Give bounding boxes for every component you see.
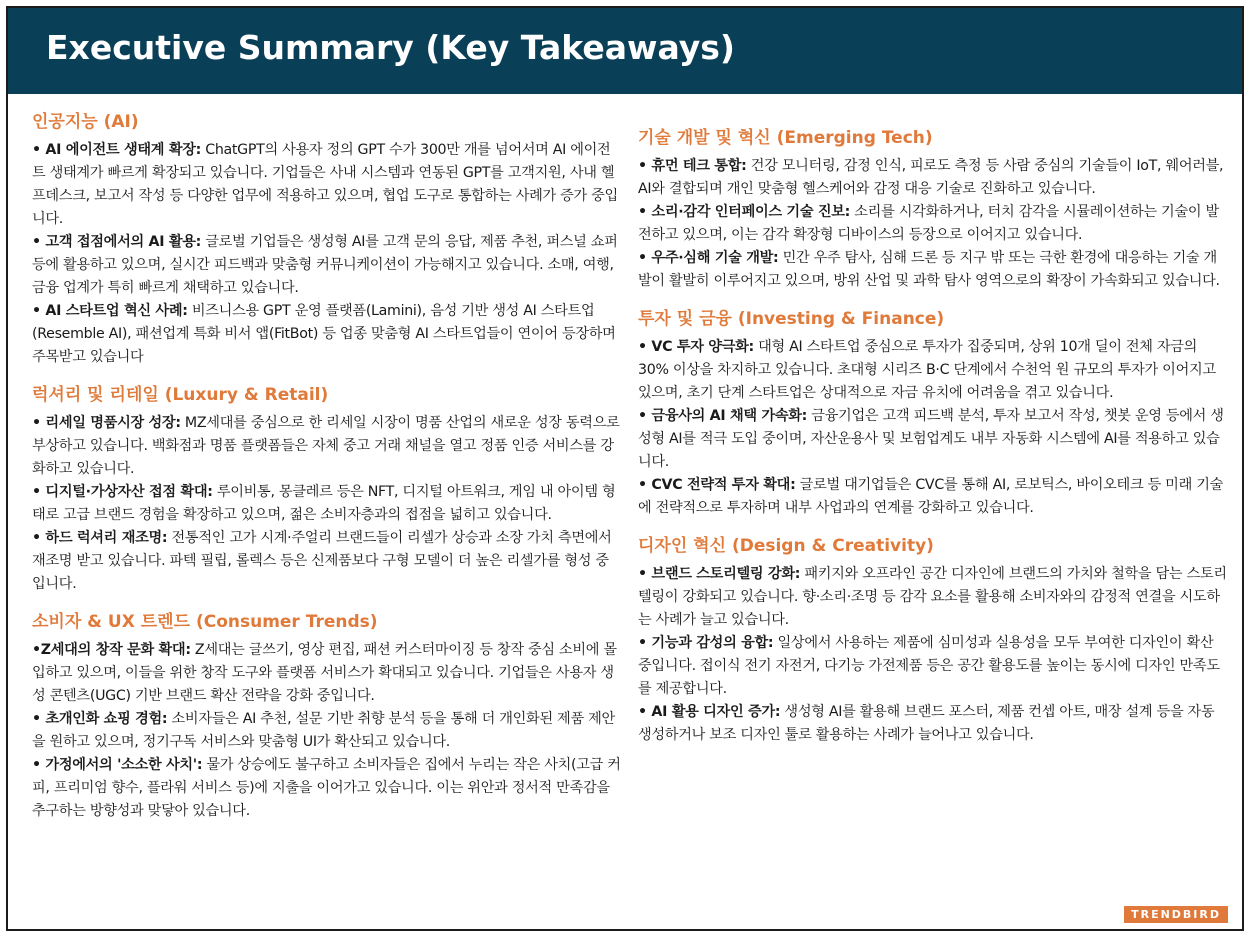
bullet-item bbox=[32, 527, 622, 596]
bullet-item bbox=[32, 412, 622, 481]
section-ai bbox=[32, 110, 622, 369]
bullet-label: • AI 에이전트 생태계 확장: bbox=[32, 142, 202, 158]
bullet-text: ChatGPT의 사용자 정의 GPT 수가 300만 개를 넘어서며 AI 에이전트 생태계가 빠르게 확장되고 있습니다. 기업들은 사내 시스템과 연동된 GPT를 고객지원, 사내 헬프데스크, 보고서 작성 등 다양한 업무에 적용하고 있으며, 협업 도구로 통합하는 사례가 증가 중입니다. bbox=[32, 142, 618, 227]
bullet-label: • 리세일 명품시장 성장: bbox=[32, 415, 181, 431]
section-consumer-trends bbox=[32, 610, 622, 823]
section-heading: 디자인 혁신 (Design & Creativity) bbox=[638, 536, 934, 556]
bullet-text: 금융기업은 고객 피드백 분석, 투자 보고서 작성, 챗봇 운영 등에서 생성형 AI를 적극 도입 중이며, 자산운용사 및 보험업계도 내부 자동화 시스템에 AI를 적용하고 있습니다. bbox=[638, 408, 1224, 470]
bullet-label: • 디지털·가상자산 접점 확대: bbox=[32, 484, 213, 500]
bullet-label: • 하드 럭셔리 재조명: bbox=[32, 530, 168, 546]
bullet-label: • 소리·감각 인터페이스 기술 진보: bbox=[638, 204, 851, 220]
section-heading: 럭셔리 및 리테일 (Luxury & Retail) bbox=[32, 385, 329, 405]
bullet-item bbox=[32, 300, 622, 369]
section-heading: 투자 및 금융 (Investing & Finance) bbox=[638, 309, 945, 329]
bullet-text: MZ세대를 중심으로 한 리세일 시장이 명품 산업의 새로운 성장 동력으로 부상하고 있습니다. 백화점과 명품 플랫폼들은 자체 중고 거래 채널을 열고 정품 인증 서비스를 강화하고 있습니다. bbox=[32, 415, 620, 477]
bullet-item bbox=[638, 701, 1228, 747]
bullet-item bbox=[638, 405, 1228, 474]
bullet-item bbox=[638, 247, 1228, 293]
bullet-text: 소비자들은 AI 추천, 설문 기반 취향 분석 등을 통해 더 개인화된 제품 제안을 원하고 있으며, 정기구독 서비스와 맞춤형 UI가 확산되고 있습니다. bbox=[32, 711, 615, 750]
bullet-item bbox=[638, 155, 1228, 201]
bullet-label: • AI 활용 디자인 증가: bbox=[638, 704, 781, 720]
section-emerging-tech bbox=[638, 126, 1228, 293]
bullet-text: 글로벌 기업들은 생성형 AI를 고객 문의 응답, 제품 추천, 퍼스널 쇼퍼 등에 활용하고 있으며, 실시간 피드백과 맞춤형 커뮤니케이션이 가능해지고 있습니다. 소매, 여행, 금융 업계가 특히 빠르게 채택하고 있습니다. bbox=[32, 234, 618, 296]
bullet-label: • 휴먼 테크 통합: bbox=[638, 158, 747, 174]
bullet-text: 비즈니스용 GPT 운영 플랫폼(Lamini), 음성 기반 생성 AI 스타트업(Resemble AI), 패션업계 특화 비서 앱(FitBot) 등 업종 맞춤형 AI 스타트업들이 연이어 등장하며 주목받고 있습니다 bbox=[32, 303, 616, 365]
bullet-text: 일상에서 사용하는 제품에 심미성과 실용성을 모두 부여한 디자인이 확산 중입니다. 접이식 전기 자전거, 다기능 가전제품 등은 공간 활용도를 높이는 동시에 디자인 만족도를 제공합니다. bbox=[638, 635, 1220, 697]
bullet-item bbox=[638, 563, 1228, 632]
bullet-label: • 초개인화 쇼핑 경험: bbox=[32, 711, 168, 727]
bullet-item bbox=[638, 474, 1228, 520]
bullet-item bbox=[638, 336, 1228, 405]
section-heading: 인공지능 (AI) bbox=[32, 112, 139, 132]
section-luxury-retail bbox=[32, 383, 622, 596]
bullet-item bbox=[32, 481, 622, 527]
right-column bbox=[638, 126, 1228, 761]
bullet-item bbox=[32, 754, 622, 823]
bullet-text: 민간 우주 탐사, 심해 드론 등 지구 밖 또는 극한 환경에 대응하는 기술 개발이 활발히 이루어지고 있으며, 방위 산업 및 과학 탐사 영역으로의 확장이 가속화되고 있습니다. bbox=[638, 250, 1220, 289]
bullet-label: • 금융사의 AI 채택 가속화: bbox=[638, 408, 808, 424]
bullet-item bbox=[32, 639, 622, 708]
bullet-label: • 기능과 감성의 융합: bbox=[638, 635, 774, 651]
bullet-label: • 브랜드 스토리텔링 강화: bbox=[638, 566, 801, 582]
bullet-item bbox=[32, 231, 622, 300]
bullet-text: 소리를 시각화하거나, 터치 감각을 시뮬레이션하는 기술이 발전하고 있으며, 이는 감각 확장형 디바이스의 등장으로 이어지고 있습니다. bbox=[638, 204, 1219, 243]
section-investing-finance bbox=[638, 307, 1228, 520]
section-heading: 소비자 & UX 트렌드 (Consumer Trends) bbox=[32, 612, 378, 632]
bullet-label: • 고객 접점에서의 AI 활용: bbox=[32, 234, 202, 250]
bullet-text: 패키지와 오프라인 공간 디자인에 브랜드의 가치와 철학을 담는 스토리텔링이 강화되고 있습니다. 향·소리·조명 등 감각 요소를 활용해 소비자와의 감정적 연결을 시도하는 사례가 늘고 있습니다. bbox=[638, 566, 1227, 628]
bullet-text: 생성형 AI를 활용해 브랜드 포스터, 제품 컨셉 아트, 매장 설계 등을 자동 생성하거나 보조 디자인 툴로 활용하는 사례가 늘어나고 있습니다. bbox=[638, 704, 1215, 743]
bullet-text: 전통적인 고가 시계·주얼리 브랜드들이 리셀가 상승과 소장 가치 측면에서 재조명 받고 있습니다. 파텍 필립, 롤렉스 등은 신제품보다 구형 모델이 더 높은 리셀가를 형성 중입니다. bbox=[32, 530, 612, 592]
bullet-label: • AI 스타트업 혁신 사례: bbox=[32, 303, 188, 319]
bullet-item bbox=[638, 632, 1228, 701]
bullet-item bbox=[638, 201, 1228, 247]
bullet-item bbox=[32, 708, 622, 754]
bullet-label: • 우주·심해 기술 개발: bbox=[638, 250, 779, 266]
bullet-text: Z세대는 글쓰기, 영상 편집, 패션 커스터마이징 등 창작 중심 소비에 몰입하고 있으며, 이들을 위한 창작 도구와 플랫폼 서비스가 확대되고 있습니다. 기업들은 사용자 생성 콘텐츠(UGC) 기반 브랜드 확산 전략을 강화 중입니다. bbox=[32, 642, 617, 704]
bullet-label: •Z세대의 창작 문화 확대: bbox=[32, 642, 191, 658]
header-bar bbox=[8, 8, 1242, 94]
section-heading: 기술 개발 및 혁신 (Emerging Tech) bbox=[638, 128, 933, 148]
slide bbox=[6, 6, 1244, 931]
left-column bbox=[32, 110, 622, 837]
page-title: Executive Summary (Key Takeaways) bbox=[46, 28, 735, 67]
bullet-text: 루이비통, 몽클레르 등은 NFT, 디지털 아트워크, 게임 내 아이템 형태로 고급 브랜드 경험을 확장하고 있으며, 젊은 소비자층과의 접점을 넓히고 있습니다. bbox=[32, 484, 616, 523]
brand-logo: TRENDBIRD bbox=[1124, 906, 1228, 923]
bullet-label: • VC 투자 양극화: bbox=[638, 339, 754, 355]
section-design-creativity bbox=[638, 534, 1228, 747]
bullet-label: • CVC 전략적 투자 확대: bbox=[638, 477, 796, 493]
bullet-item bbox=[32, 139, 622, 231]
bullet-label: • 가정에서의 '소소한 사치': bbox=[32, 757, 203, 773]
bullet-text: 물가 상승에도 불구하고 소비자들은 집에서 누리는 작은 사치(고급 커피, 프리미엄 향수, 플라워 서비스 등)에 지출을 이어가고 있습니다. 이는 위안과 정서적 만족감을 추구하는 방향성과 맞닿아 있습니다. bbox=[32, 757, 621, 819]
bullet-text: 대형 AI 스타트업 중심으로 투자가 집중되며, 상위 10개 딜이 전체 자금의 30% 이상을 차지하고 있습니다. 초대형 시리즈 B·C 단계에서 수천억 원 규모의 투자가 이어지고 있으며, 초기 단계 스타트업은 상대적으로 자금 유치에 어려움을 겪고 있습니다. bbox=[638, 339, 1216, 401]
bullet-text: 건강 모니터링, 감정 인식, 피로도 측정 등 사람 중심의 기술들이 IoT, 웨어러블, AI와 결합되며 개인 맞춤형 헬스케어와 감정 대응 기술로 진화하고 있습니다. bbox=[638, 158, 1224, 197]
bullet-text: 글로벌 대기업들은 CVC를 통해 AI, 로보틱스, 바이오테크 등 미래 기술에 전략적으로 투자하며 내부 사업과의 연계를 강화하고 있습니다. bbox=[638, 477, 1224, 516]
